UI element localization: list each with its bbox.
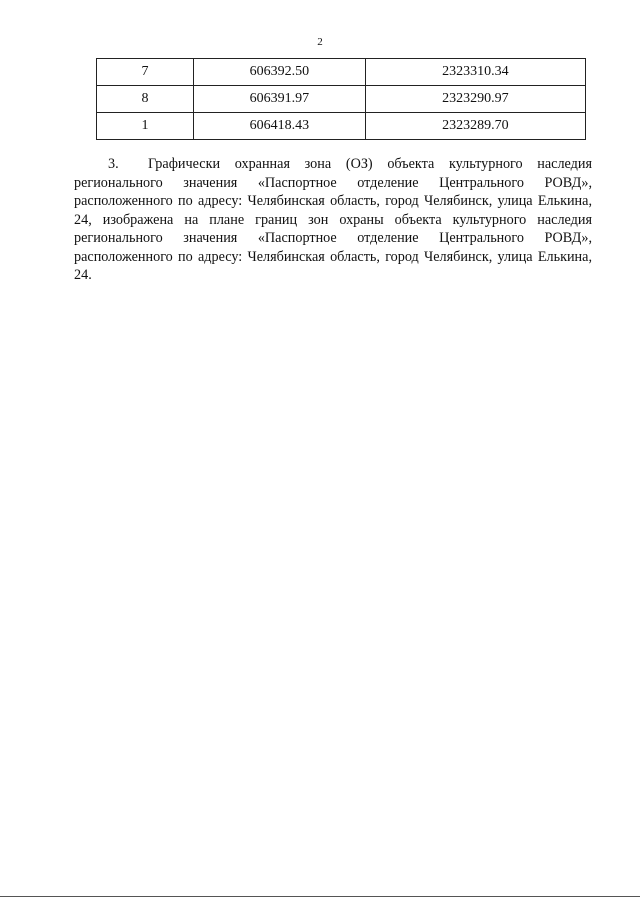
x-coordinate-cell: 606392.50	[193, 59, 365, 86]
point-number-cell: 7	[97, 59, 194, 86]
y-coordinate-cell: 2323289.70	[365, 113, 585, 140]
table-row	[97, 113, 586, 140]
table-row	[97, 86, 586, 113]
point-number-cell: 8	[97, 86, 194, 113]
section-number: 3.	[108, 156, 119, 172]
y-coordinate-cell: 2323310.34	[365, 59, 585, 86]
bottom-divider	[0, 896, 640, 897]
page-number: 2	[317, 36, 323, 48]
y-coordinate-cell: 2323290.97	[365, 86, 585, 113]
coordinates-table	[96, 58, 586, 140]
x-coordinate-cell: 606418.43	[193, 113, 365, 140]
section-3-paragraph	[74, 155, 592, 285]
x-coordinate-cell: 606391.97	[193, 86, 365, 113]
point-number-cell: 1	[97, 113, 194, 140]
table-row	[97, 59, 586, 86]
section-text: Графически охранная зона (ОЗ) объекта культурного наследия регионального значения «Паспортное отделение Центрального РОВД», расположенного по адресу: Челябинская область, город Челябинск, улица Елькина, 24, изображена на плане границ зон охраны объекта культурного наследия регионального значения «Паспортное отделение Центрального РОВД», расположенного по адресу: Челябинская область, город Челябинск, улица Елькина, 24.	[74, 156, 592, 283]
